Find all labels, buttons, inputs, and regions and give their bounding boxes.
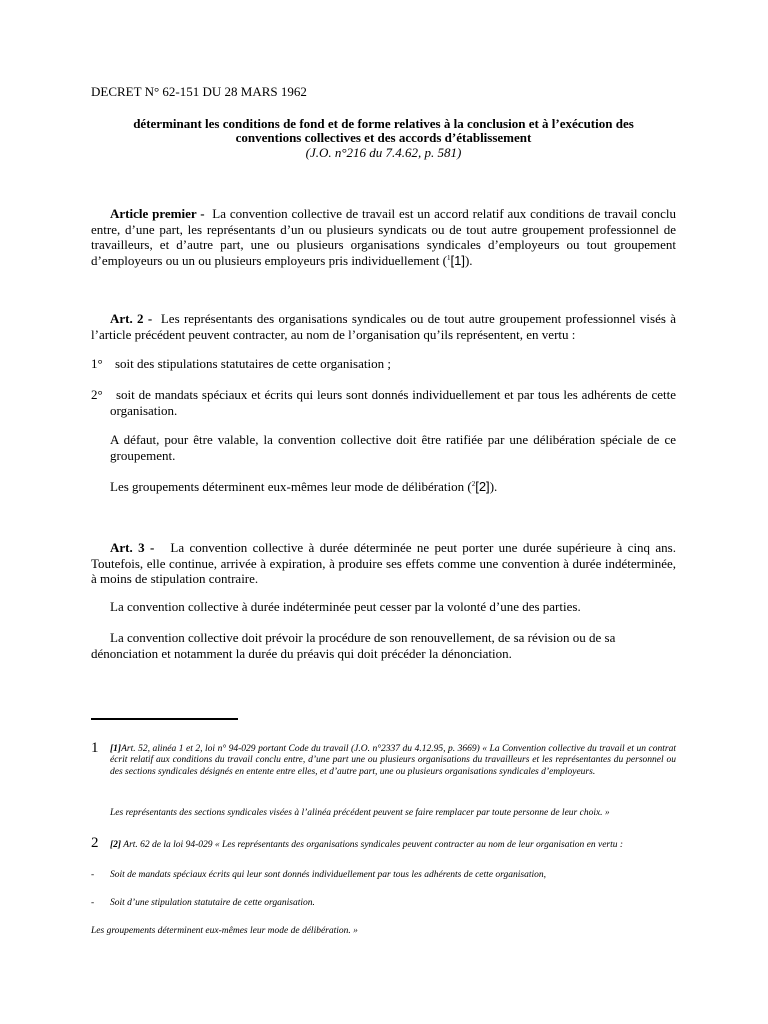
footnote-2-link[interactable]: [2] xyxy=(475,479,490,494)
article-2-item-2 xyxy=(110,387,676,418)
article-2-item-1-number: 1° xyxy=(91,356,103,371)
footnote-2-dash-1-mark: - xyxy=(91,870,95,880)
footnote-2-number: 2 xyxy=(91,835,99,851)
footnote-2-dash-1-text: Soit de mandats spéciaux écrits qui leur sont donnés individuellement par tous les adhérents de cette organisation, xyxy=(110,870,546,880)
article-1-label: Article premier - xyxy=(110,206,205,221)
article-2 xyxy=(91,311,676,342)
article-3 xyxy=(91,540,676,587)
footnote-1-superscript: 1 xyxy=(447,253,451,262)
article-2-end: ). xyxy=(489,479,498,494)
article-2-item-1-text: soit des stipulations statutaires de cette organisation ; xyxy=(115,356,391,371)
article-2-item-2-text: soit de mandats spéciaux et écrits qui leurs sont donnés individuellement et par tous les adhérents de cette organisation. xyxy=(110,387,676,418)
title-line-1: déterminant les conditions de fond et de forme relatives à la conclusion et à l’exécution des xyxy=(133,116,634,131)
footnote-2-dash-2-mark: - xyxy=(91,898,95,908)
jo-reference: (J.O. n°216 du 7.4.62, p. 581) xyxy=(305,145,462,160)
article-2-groups-text: Les groupements déterminent eux-mêmes leur mode de délibération ( xyxy=(110,479,472,494)
title-line-2: conventions collectives et des accords d’établissement xyxy=(235,130,532,145)
article-2-item-2-number: 2° xyxy=(91,387,103,402)
footnote-separator xyxy=(91,718,238,720)
footnote-1-text: Art. 52, alinéa 1 et 2, loi n° 94-029 portant Code du travail (J.O. n°2337 du 4.12.95, p. 3669) « La Convention collective du travail et un contrat écrit relatif aux conditions du travail conclu entre, d’une part une ou plusieurs organisations du travailleurs et les représentantes du personnel ou des sections syndicales désignés en entente entre elles, et d’autre part, une ou plusieurs organisations syndicales d’employeurs. xyxy=(110,744,676,777)
footnote-2-superscript: 2 xyxy=(471,480,476,488)
article-2-text: Les représentants des organisations syndicales ou de tout autre groupement professionnel visés à l’article précédent peuvent contracter, au nom de l’organisation qu’ils représentent, en vertu : xyxy=(91,311,676,342)
footnote-2-dash-2-text: Soit d’une stipulation statutaire de cette organisation. xyxy=(110,898,315,908)
article-1-text: La convention collective de travail est un accord relatif aux conditions de travail conclu entre, d’une part, les représentants d’un ou plusieurs syndicats ou de tout autre groupement professionnel de travailleurs, et d’autre part, une ou plusieurs organisations syndicales d’employeurs ou tout groupement d’employeurs ou un ou plusieurs employeurs pris individuellement ( xyxy=(91,206,676,268)
footnote-2-text: Art. 62 de la loi 94-029 « Les représentants des organisations syndicales peuvent contracter au nom de leur organisation en vertu : xyxy=(123,840,624,850)
article-3-paragraph-3 xyxy=(91,630,631,661)
article-3-paragraph-2: La convention collective à durée indéterminée peut cesser par la volonté d’une des parties. xyxy=(110,599,581,614)
article-2-default-paragraph: A défaut, pour être valable, la convention collective doit être ratifiée par une délibération spéciale de ce groupement. xyxy=(110,432,676,463)
footnote-2-ref: [2] xyxy=(110,840,122,850)
article-1-end: ). xyxy=(464,252,473,268)
footnote-1-paragraph-2: Les représentants des sections syndicales visées à l’alinéa précédent peuvent se faire remplacer par toute personne de leur choix. » xyxy=(110,808,610,818)
footnote-2 xyxy=(110,840,676,851)
article-3-text: La convention collective à durée déterminée ne peut porter une durée supérieure à cinq ans. Toutefois, elle continue, arrivée à expiration, à produire ses effets comme une convention à durée indéterminée, à moins de stipulation contraire. xyxy=(91,540,676,586)
footnote-1-ref: [1] xyxy=(110,744,122,754)
article-3-paragraph-3-text: La convention collective doit prévoir la procédure de son renouvellement, de sa révision ou de sa dénonciation et notamment la durée du préavis qui doit précéder la dénonciation. xyxy=(91,630,616,661)
footnote-1-link[interactable]: [1] xyxy=(450,252,465,268)
footnote-1 xyxy=(110,744,676,778)
article-2-groups-paragraph xyxy=(110,479,676,495)
article-1 xyxy=(91,206,676,268)
decree-title xyxy=(91,117,676,145)
article-3-label: Art. 3 - xyxy=(110,540,155,555)
footnote-2-closing: Les groupements déterminent eux-mêmes leur mode de délibération. » xyxy=(91,926,358,936)
article-2-label: Art. 2 - xyxy=(110,311,153,326)
footnote-1-number: 1 xyxy=(91,740,99,756)
decree-header: DECRET N° 62-151 DU 28 MARS 1962 xyxy=(91,84,307,99)
